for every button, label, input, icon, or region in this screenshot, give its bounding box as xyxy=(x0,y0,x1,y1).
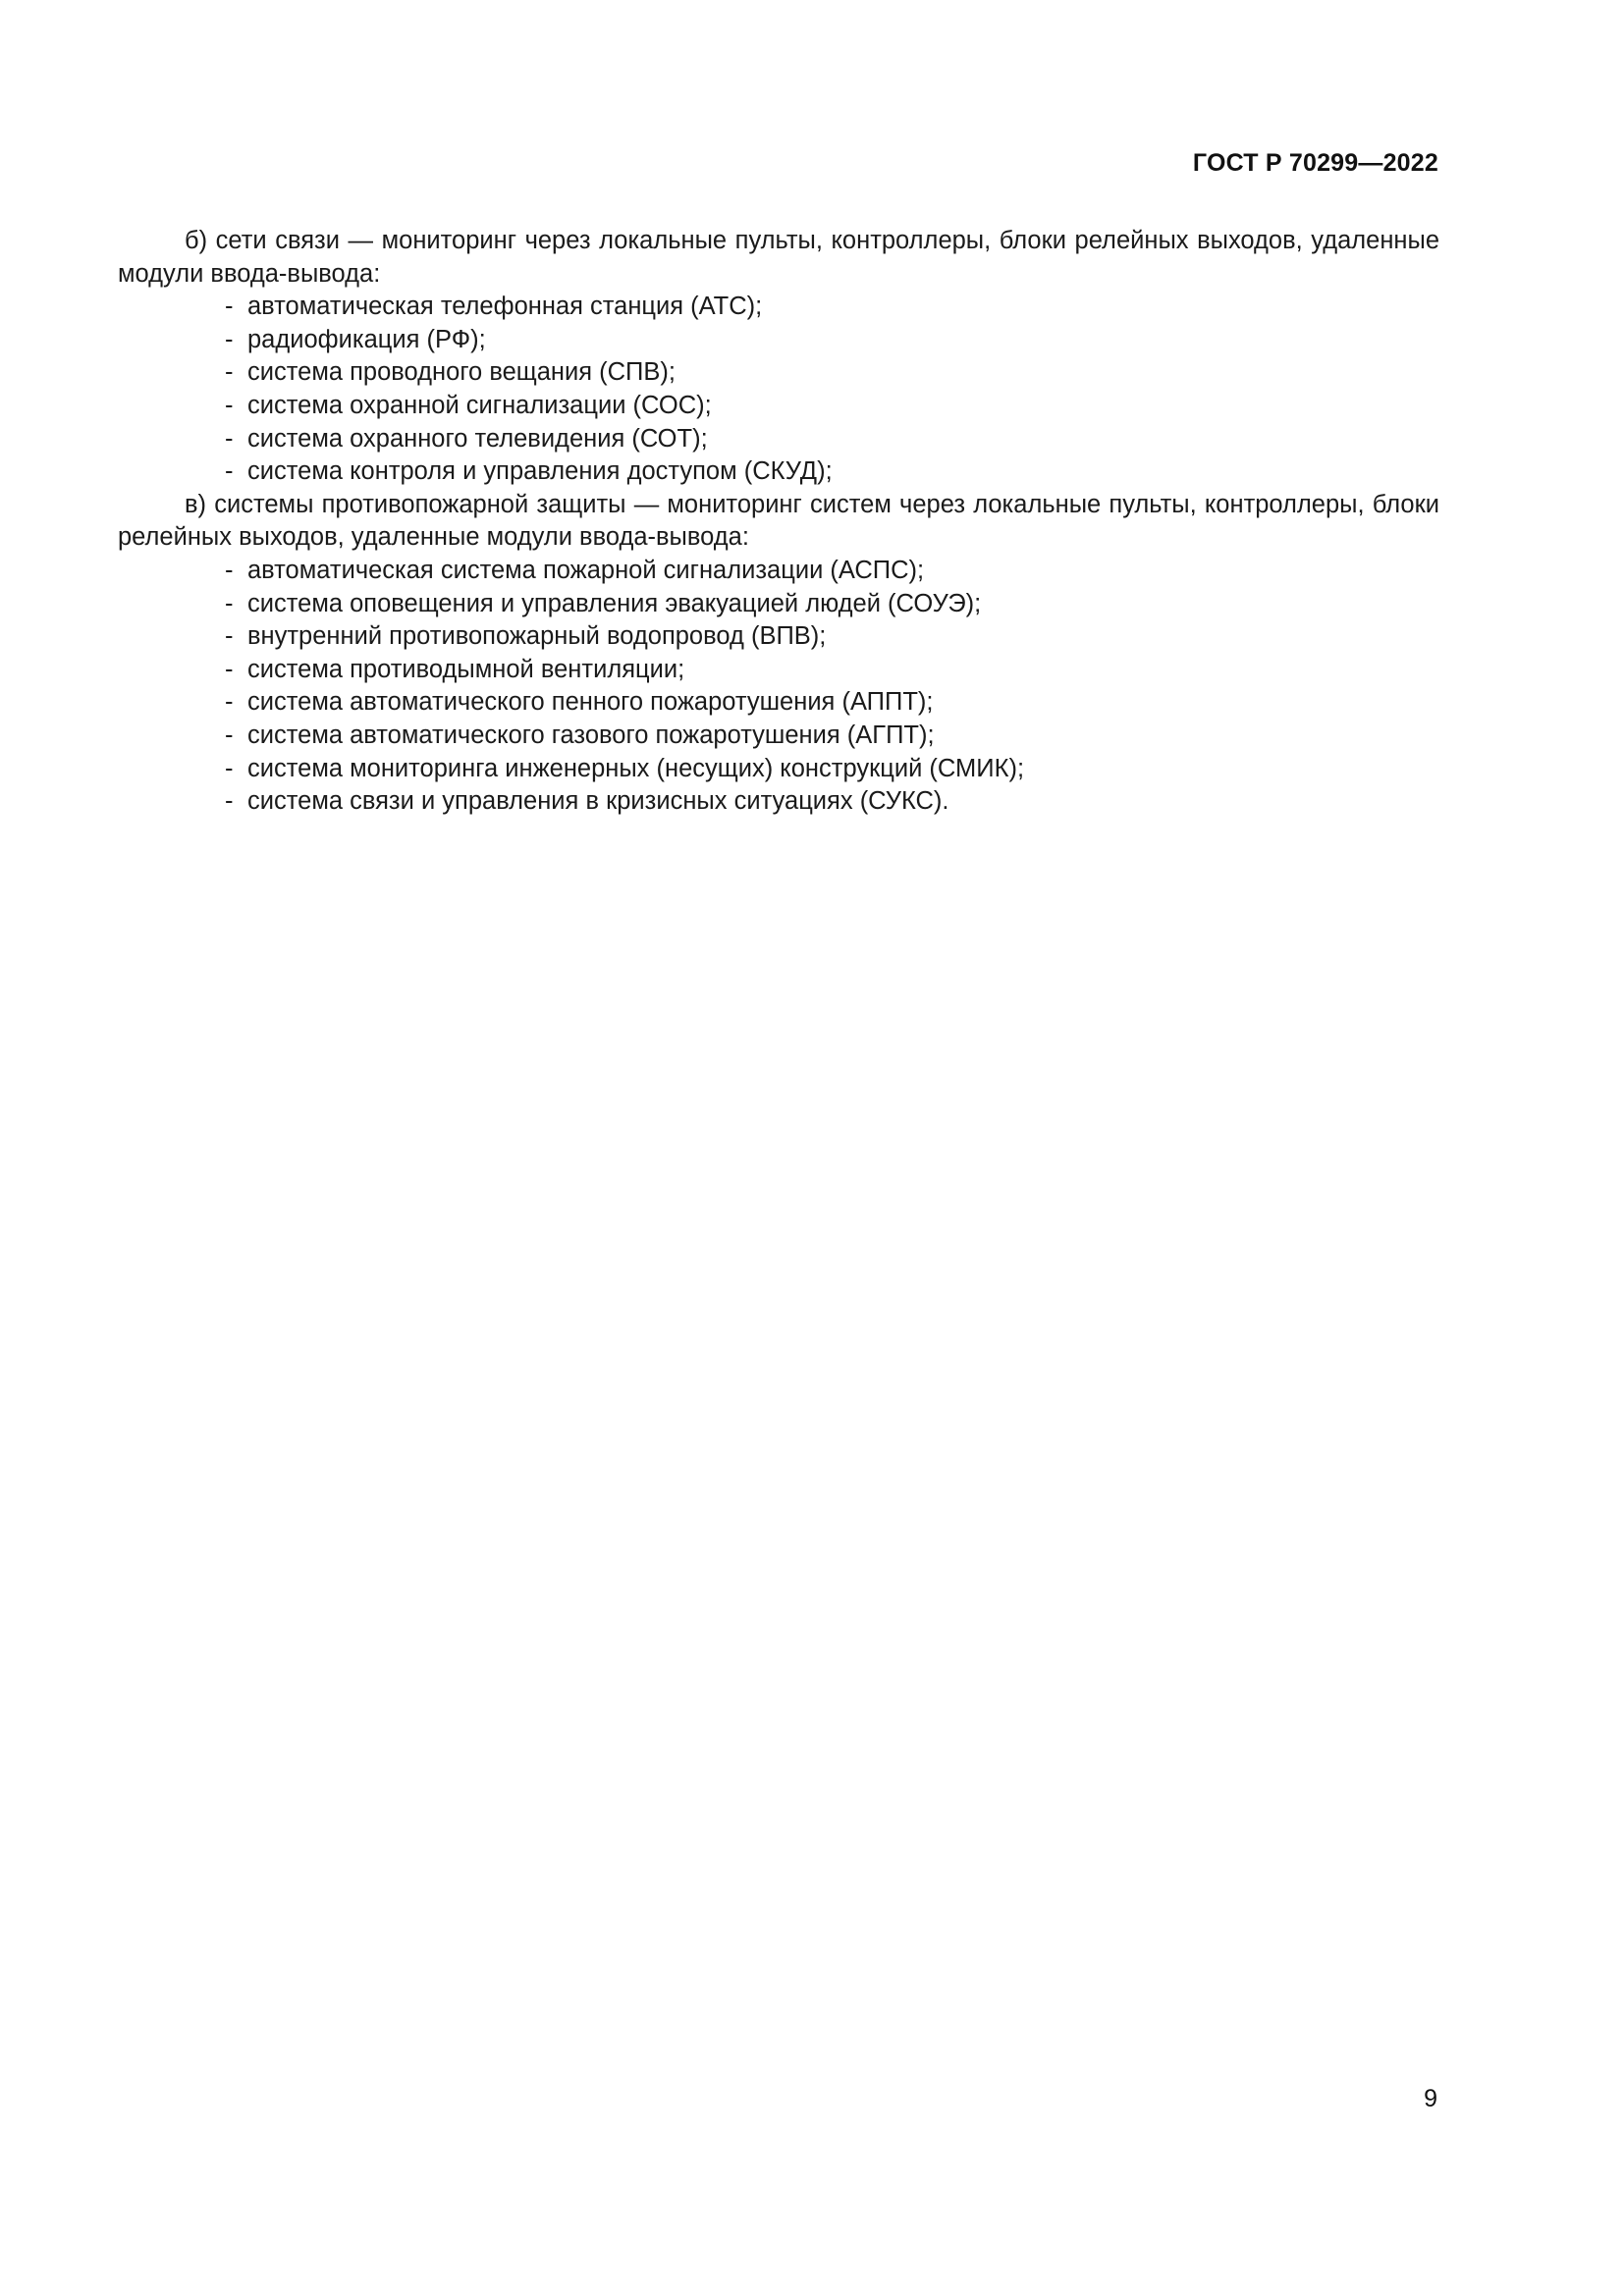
list-item: - система противодымной вентиляции; xyxy=(118,654,1439,687)
list-item: - система автоматического пенного пожаротушения (АППТ); xyxy=(118,686,1439,720)
list-item: - система связи и управления в кризисных ситуациях (СУКС). xyxy=(118,785,1439,819)
list-marker: - xyxy=(225,391,234,419)
list-item: - система автоматического газового пожаротушения (АГПТ); xyxy=(118,720,1439,753)
list-item: - система охранного телевидения (СОТ); xyxy=(118,423,1439,456)
section-b-intro: б) сети связи — мониторинг через локальные пульты, контроллеры, блоки релейных выходов, удаленные модули ввода-вывода: xyxy=(118,227,1439,288)
list-marker: - xyxy=(225,754,234,782)
list-item: - система проводного вещания (СПВ); xyxy=(118,356,1439,390)
list-marker: - xyxy=(225,358,234,387)
document-header-code: ГОСТ Р 70299—2022 xyxy=(1192,149,1438,177)
list-item: - система охранной сигнализации (СОС); xyxy=(118,390,1439,423)
section-v-intro: в) системы противопожарной защиты — мониторинг систем через локальные пульты, контроллеры, блоки релейных выходов, удаленные модули ввода-вывода: xyxy=(118,490,1439,552)
list-marker: - xyxy=(225,424,234,453)
list-marker: - xyxy=(225,721,234,749)
list-item: - система оповещения и управления эвакуацией людей (СОУЭ); xyxy=(118,588,1439,621)
list-marker: - xyxy=(225,556,234,584)
list-item: - система мониторинга инженерных (несущих) конструкций (СМИК); xyxy=(118,753,1439,786)
list-marker: - xyxy=(225,293,234,321)
list-item: - внутренний противопожарный водопровод (ВПВ); xyxy=(118,620,1439,654)
list-item: - система контроля и управления доступом (СКУД); xyxy=(118,455,1439,489)
section-v-list xyxy=(118,555,1439,819)
list-marker: - xyxy=(225,457,234,486)
list-marker: - xyxy=(225,787,234,816)
document-body xyxy=(118,225,1439,819)
section-b-list xyxy=(118,291,1439,489)
list-item: - автоматическая система пожарной сигнализации (АСПС); xyxy=(118,555,1439,588)
list-marker: - xyxy=(225,325,234,353)
page-number: 9 xyxy=(1424,2085,1437,2112)
list-marker: - xyxy=(225,655,234,683)
list-item: - радиофикация (РФ); xyxy=(118,324,1439,357)
list-marker: - xyxy=(225,589,234,617)
list-item: - автоматическая телефонная станция (АТС); xyxy=(118,291,1439,324)
list-marker: - xyxy=(225,622,234,651)
list-marker: - xyxy=(225,688,234,717)
